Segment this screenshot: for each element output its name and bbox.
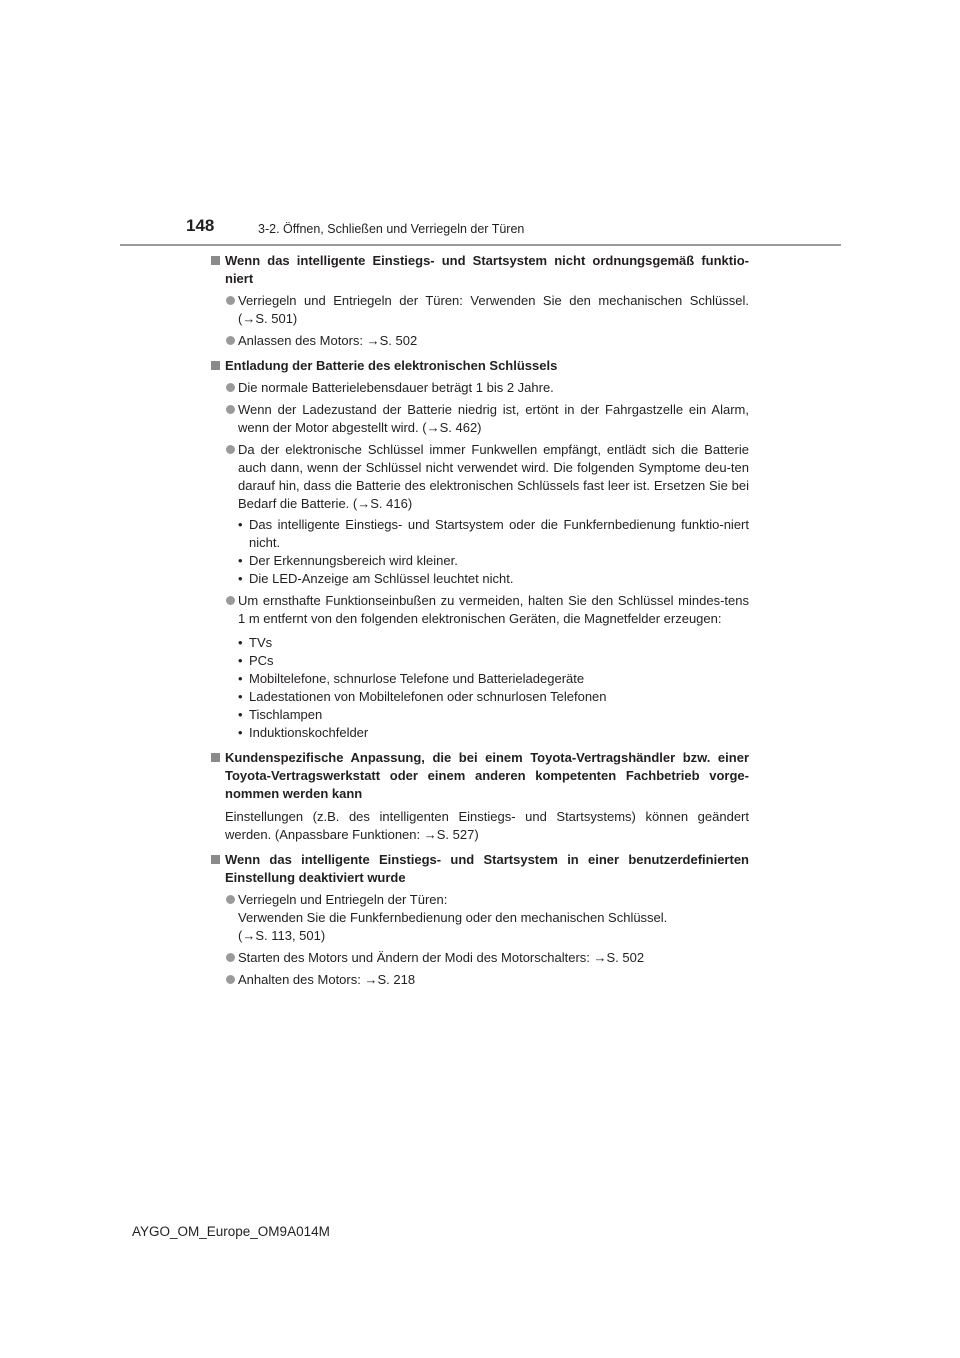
item-line: ( xyxy=(238,928,243,943)
header-divider xyxy=(120,244,841,246)
section-heading xyxy=(211,252,749,288)
item-text: Da der elektronische Schlüssel immer Funkwellen empfängt, entlädt sich die Batterie auch dann, wenn der Schlüssel nicht verwendet wird. Die folgenden Symptome deu-ten darauf hin, dass die Batterie des elektronischen Schlüssels fast leer ist. Ersetzen Sie bei Bedarf die Batterie. ( xyxy=(238,442,749,511)
list-item xyxy=(211,441,749,513)
sub-list-item: • PCs xyxy=(238,652,749,670)
circle-bullet-icon xyxy=(226,336,235,345)
circle-bullet-icon xyxy=(226,596,235,605)
circle-bullet-icon xyxy=(226,296,235,305)
circle-bullet-icon xyxy=(226,383,235,392)
item-text: Anhalten des Motors: xyxy=(238,972,365,987)
section-heading xyxy=(211,749,749,803)
list-item xyxy=(211,332,749,350)
item-text: Anlassen des Motors: xyxy=(238,333,367,348)
page-reference: →S. 462) xyxy=(426,420,482,435)
list-item xyxy=(211,949,749,967)
heading-text: Wenn das intelligente Einstiegs- und Startsystem in einer benutzerdefinierten Einstellung deaktiviert wurde xyxy=(225,852,749,885)
square-bullet-icon xyxy=(211,361,220,370)
sub-list-item: • Mobiltelefone, schnurlose Telefone und Batterieladegeräte xyxy=(238,670,749,688)
heading-text: Kundenspezifische Anpassung, die bei einem Toyota-Vertragshändler bzw. einer Toyota-Vertragswerkstatt oder einem anderen kompetenten Fachbetrieb vorge-nommen werden kann xyxy=(225,750,749,801)
item-text: Wenn der Ladezustand der Batterie niedrig ist, ertönt in der Fahrgastzelle ein Alarm, wenn der Motor abgestellt wird. ( xyxy=(238,402,749,435)
page-reference: →S. 502 xyxy=(366,333,418,348)
section-title: 3-2. Öffnen, Schließen und Verriegeln der Türen xyxy=(258,222,525,236)
circle-bullet-icon xyxy=(226,445,235,454)
item-line: Verriegeln und Entriegeln der Türen: xyxy=(238,892,448,907)
page-content xyxy=(211,252,749,989)
item-text: Die normale Batterielebensdauer beträgt 1 bis 2 Jahre. xyxy=(238,380,554,395)
sub-list-item: • TVs xyxy=(238,634,749,652)
section-heading xyxy=(211,357,749,375)
sub-list-item: • Das intelligente Einstiegs- und Startsystem oder die Funkfernbedienung funktio-niert nicht. xyxy=(238,516,749,552)
item-text: Um ernsthafte Funktionseinbußen zu vermeiden, halten Sie den Schlüssel mindes-tens 1 m entfernt von den folgenden elektronischen Geräten, die Magnetfelder erzeugen: xyxy=(238,593,749,626)
list-item xyxy=(211,891,749,945)
page-reference: →S. 501) xyxy=(242,311,298,326)
page-reference: →S. 416) xyxy=(357,496,413,511)
paragraph xyxy=(211,808,749,844)
square-bullet-icon xyxy=(211,256,220,265)
list-item xyxy=(211,292,749,328)
sub-list-item: • Tischlampen xyxy=(238,706,749,724)
page-reference: →S. 113, 501) xyxy=(242,928,326,943)
square-bullet-icon xyxy=(211,753,220,762)
list-item xyxy=(211,592,749,628)
heading-text: Entladung der Batterie des elektronischen Schlüssels xyxy=(225,358,558,373)
section-heading xyxy=(211,851,749,887)
circle-bullet-icon xyxy=(226,953,235,962)
page-number: 148 xyxy=(186,216,215,235)
item-text: Verriegeln und Entriegeln der Türen: Verwenden Sie den mechanischen Schlüssel. ( xyxy=(238,293,749,326)
circle-bullet-icon xyxy=(226,895,235,904)
symptom-list xyxy=(211,516,749,588)
item-text: Starten des Motors und Ändern der Modi des Motorschalters: xyxy=(238,950,594,965)
list-item xyxy=(211,379,749,397)
paragraph-text: Einstellungen (z.B. des intelligenten Einstiegs- und Startsystems) können geändert werden. (Anpassbare Funktionen: xyxy=(225,809,749,842)
document-code: AYGO_OM_Europe_OM9A014M xyxy=(132,1224,330,1239)
sub-list-item: • Die LED-Anzeige am Schlüssel leuchtet nicht. xyxy=(238,570,749,588)
list-item xyxy=(211,401,749,437)
page-reference: →S. 502 xyxy=(593,950,645,965)
circle-bullet-icon xyxy=(226,975,235,984)
heading-text: Wenn das intelligente Einstiegs- und Startsystem nicht ordnungsgemäß funktio-niert xyxy=(225,253,749,286)
device-list xyxy=(211,634,749,742)
sub-list-item: • Der Erkennungsbereich wird kleiner. xyxy=(238,552,749,570)
sub-list-item: • Induktionskochfelder xyxy=(238,724,749,742)
circle-bullet-icon xyxy=(226,405,235,414)
page-reference: →S. 527) xyxy=(423,827,479,842)
sub-list-item: • Ladestationen von Mobiltelefonen oder schnurlosen Telefonen xyxy=(238,688,749,706)
list-item xyxy=(211,971,749,989)
item-line: Verwenden Sie die Funkfernbedienung oder den mechanischen Schlüssel. xyxy=(238,910,668,925)
page-reference: →S. 218 xyxy=(364,972,416,987)
square-bullet-icon xyxy=(211,855,220,864)
